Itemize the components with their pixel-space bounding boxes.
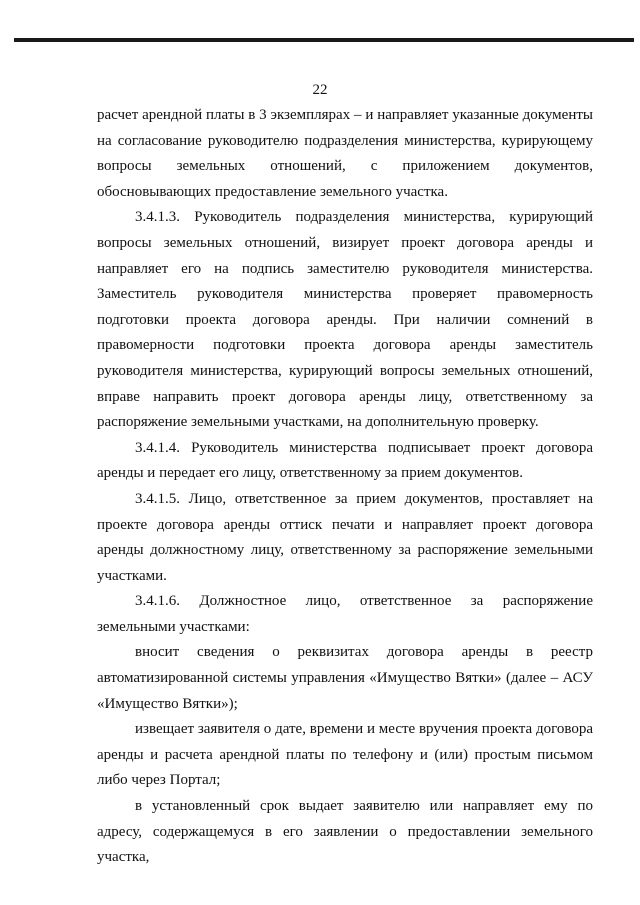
list-item-registry: вносит сведения о реквизитах договора аренды в реестр автоматизированной системы управления «Имущество Вятки» (далее – АСУ «Имущество Вятки»); <box>97 644 593 712</box>
list-item-notify: извещает заявителя о дате, времени и месте вручения проекта договора аренды и расчета арендной платы по телефону и (или) простым письмом либо через Портал; <box>97 721 593 789</box>
paragraph-3-4-1-3: 3.4.1.3. Руководитель подразделения министерства, курирующий вопросы земельных отношений, визирует проект договора аренды и направляет его на подпись заместителю руководителя министерства. Заместитель руководителя министерства проверяет правомерность подготовки проекта договора аренды. При наличии сомнений в правомерности подготовки проекта договора аренды заместитель руководителя министерства, курирующий вопросы земельных отношений, вправе направить проект договора аренды лицу, ответственному за распоряжение земельными участками, на дополнительную проверку. <box>97 209 593 431</box>
paragraph-3-4-1-4: 3.4.1.4. Руководитель министерства подписывает проект договора аренды и передает его лицу, ответственному за прием документов. <box>97 439 593 482</box>
paragraph-continuation: расчет арендной платы в 3 экземплярах – и направляет указанные документы на согласование руководителю подразделения министерства, курирующему вопросы земельных отношений, с приложением документов, обосновывающих предоставление земельного участка. <box>97 107 593 200</box>
paragraph-3-4-1-6: 3.4.1.6. Должностное лицо, ответственное за распоряжение земельными участками: <box>97 593 593 635</box>
paragraph-3-4-1-5: 3.4.1.5. Лицо, ответственное за прием документов, проставляет на проекте договора аренды оттиск печати и направляет проект договора аренды должностному лицу, ответственному за распоряжение земельными участками. <box>97 490 593 584</box>
header-rule <box>14 38 634 42</box>
document-body <box>97 103 593 871</box>
page-number: 22 <box>312 82 328 98</box>
list-item-issue: в установленный срок выдает заявителю или направляет ему по адресу, содержащемуся в его заявлении о предоставлении земельного участка, <box>97 798 593 866</box>
